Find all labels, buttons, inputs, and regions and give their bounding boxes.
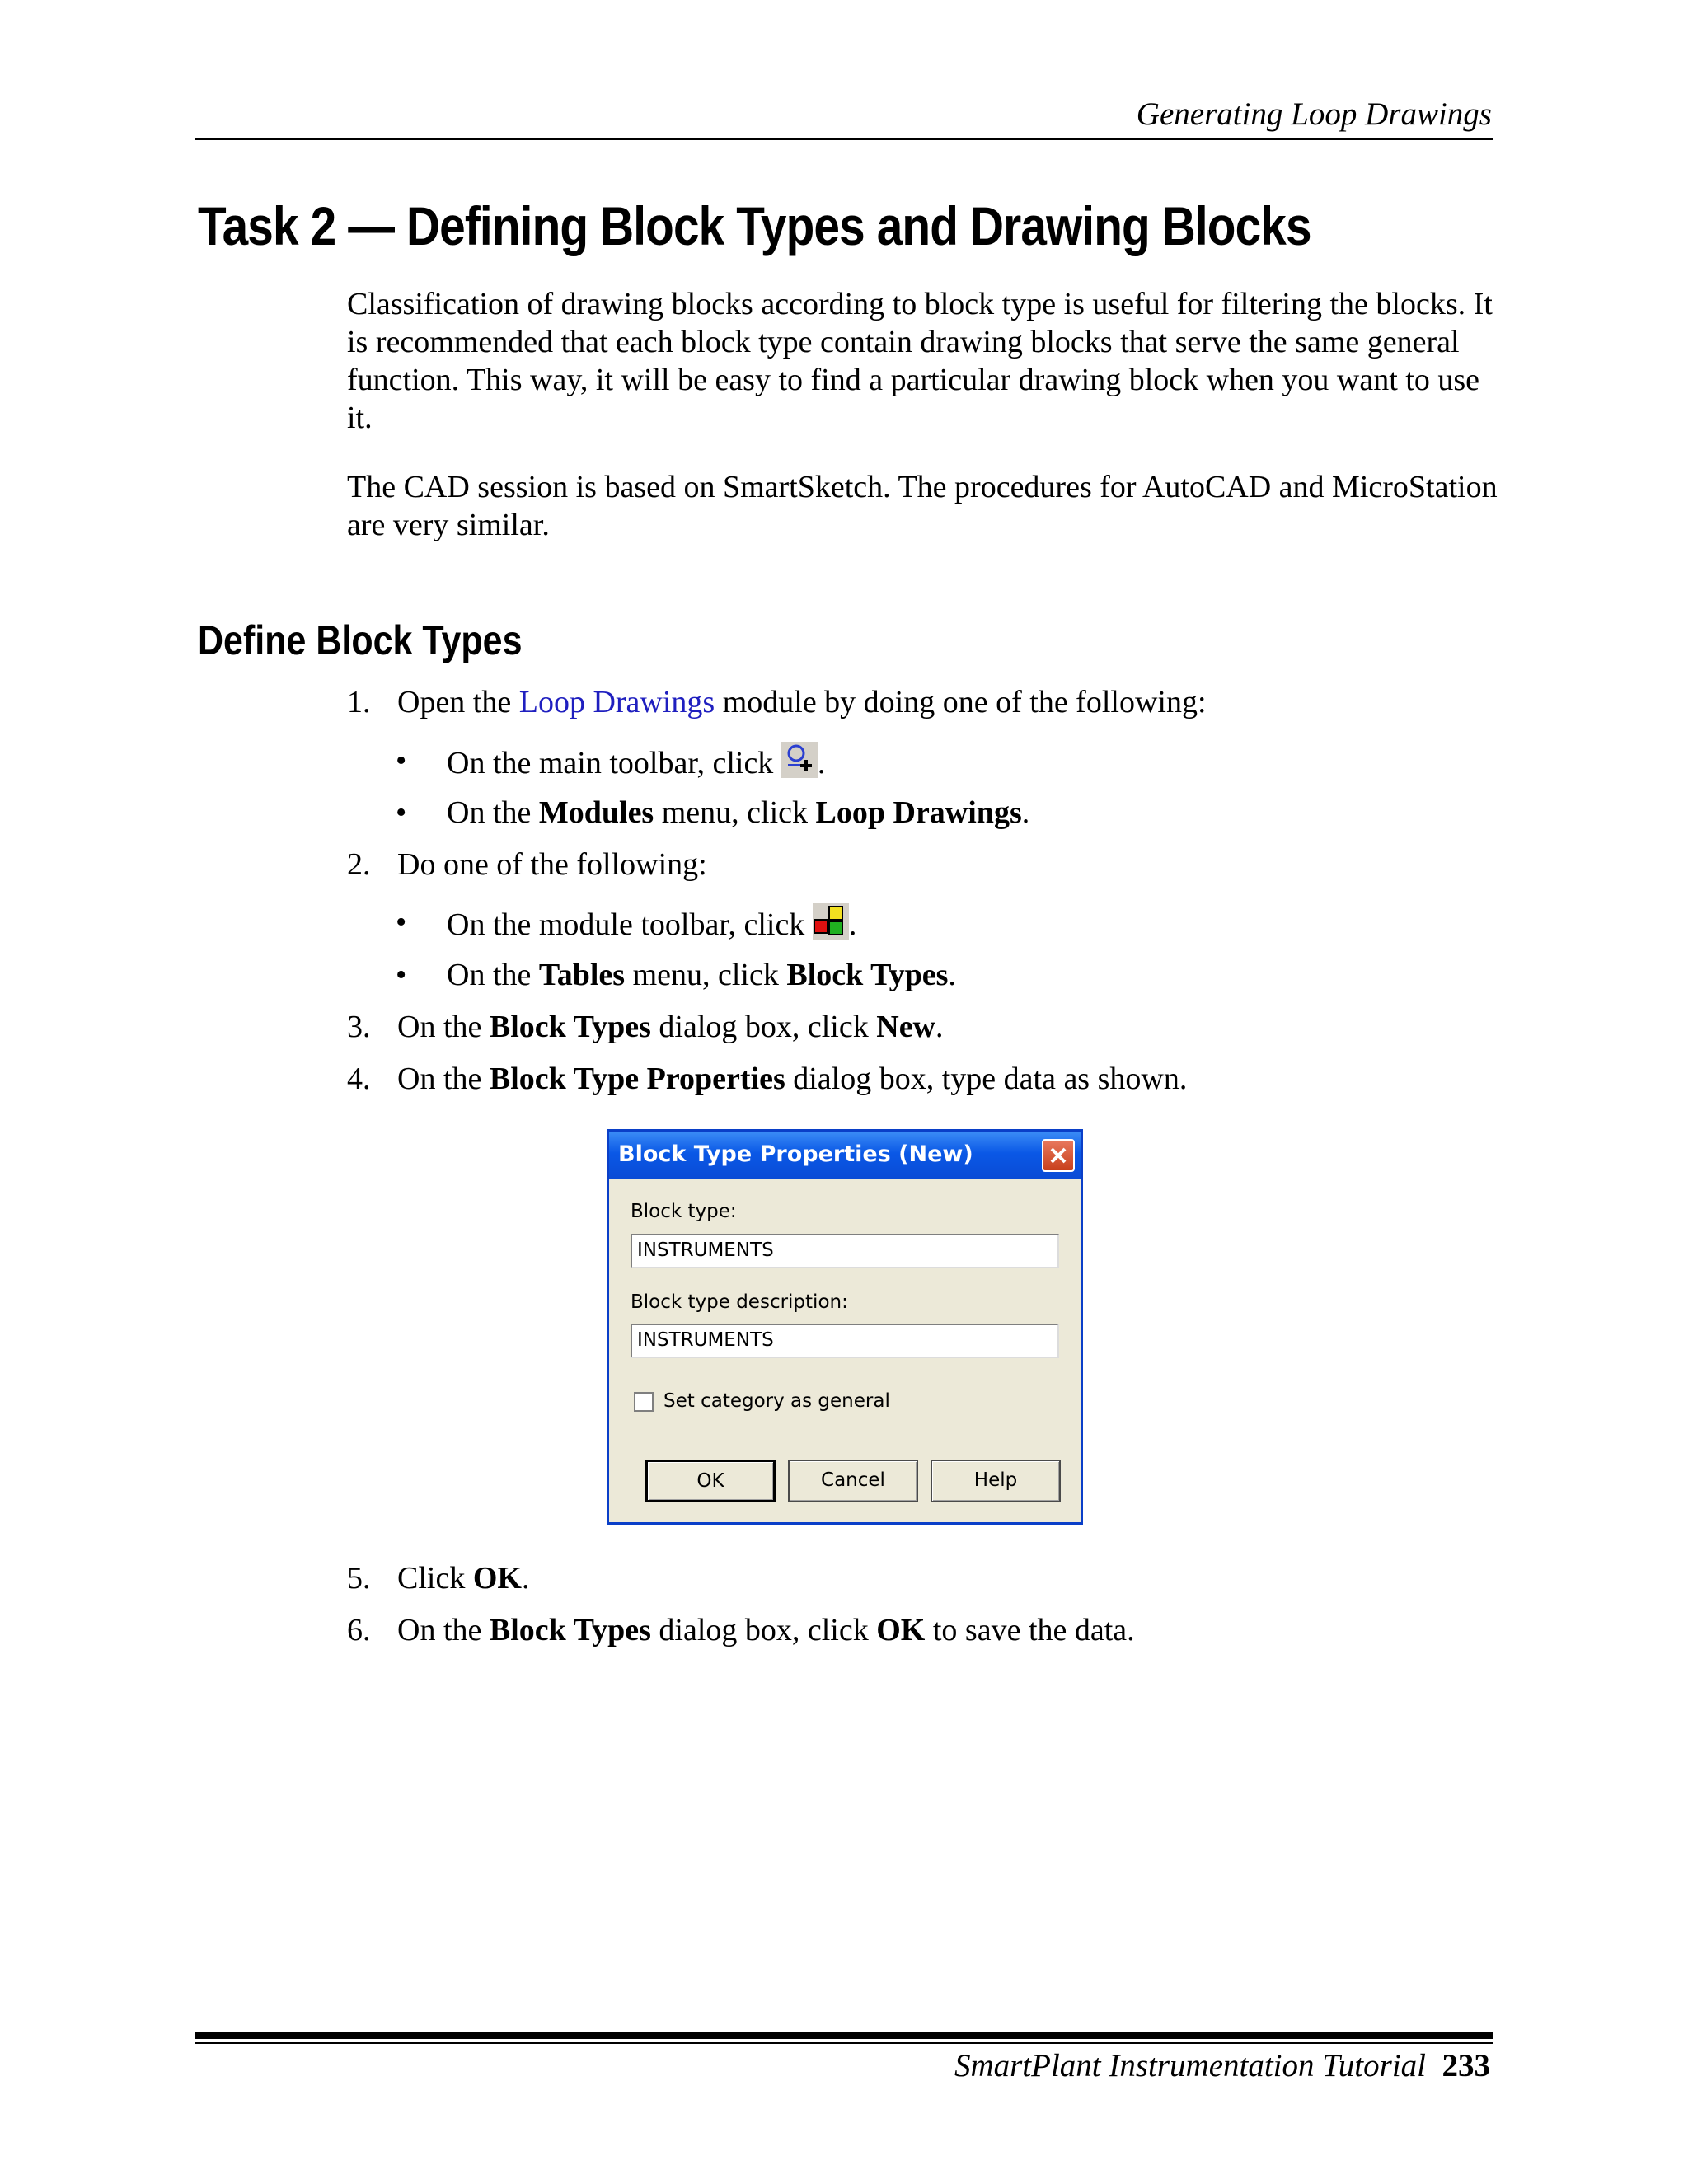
block-types-toolbar-icon [813, 903, 849, 940]
page-number: 233 [1442, 2048, 1490, 2083]
step-number: 5. [347, 1561, 371, 1596]
page-footer [954, 2047, 1490, 2084]
block-type-label: Block type: [631, 1201, 737, 1222]
footer-title: SmartPlant Instrumentation Tutorial [954, 2048, 1426, 2083]
page-title: Task 2 — Defining Block Types and Drawing Blocks [198, 195, 1311, 256]
intro-paragraph: Classification of drawing blocks according to block type is useful for filtering the blocks. It is recommended that each block type contain drawing blocks that serve the same general function. This way, it will be easy to find a particular drawing block when you want to use it. [347, 287, 1493, 435]
ok-button[interactable]: OK [645, 1460, 776, 1502]
step-number: 6. [347, 1613, 371, 1647]
section-heading: Define Block Types [198, 617, 523, 663]
dialog-title: Block Type Properties (New) [618, 1141, 973, 1167]
step-number: 3. [347, 1010, 371, 1044]
running-header: Generating Loop Drawings [1136, 96, 1492, 132]
option-text: On the Tables menu, click Block Types. [447, 958, 956, 992]
set-category-general-checkbox[interactable] [634, 1392, 654, 1412]
step-text: On the Block Types dialog box, click OK to save the data. [397, 1613, 1135, 1647]
dialog-titlebar [609, 1132, 1081, 1179]
step-text: Click OK. [397, 1561, 530, 1596]
step-text: On the Block Types dialog box, click New. [397, 1010, 944, 1044]
option-text: On the module toolbar, click . [447, 903, 856, 944]
close-icon [1043, 1141, 1073, 1170]
help-button[interactable]: Help [931, 1460, 1061, 1502]
footer-rule [195, 2032, 1493, 2039]
bullet: • [396, 905, 407, 940]
loop-drawings-link[interactable]: Loop Drawings [518, 685, 715, 719]
intro-paragraph: The CAD session is based on SmartSketch. The procedures for AutoCAD and MicroStation are very similar. [347, 470, 1498, 542]
block-type-description-input[interactable]: INSTRUMENTS [631, 1324, 1059, 1358]
step-number: 4. [347, 1062, 371, 1096]
step-number: 2. [347, 847, 371, 882]
cancel-button[interactable]: Cancel [788, 1460, 918, 1502]
block-type-properties-dialog [607, 1129, 1083, 1525]
option-text: On the Modules menu, click Loop Drawings. [447, 795, 1030, 830]
header-rule [195, 138, 1493, 140]
option-text: On the main toolbar, click . [447, 742, 825, 782]
bullet: • [396, 795, 407, 830]
block-type-description-label: Block type description: [631, 1291, 848, 1313]
footer-rule [195, 2042, 1493, 2044]
bullet: • [396, 958, 407, 992]
step-text: Open the Loop Drawings module by doing one of the following: [397, 685, 1207, 719]
close-button[interactable] [1042, 1139, 1075, 1172]
loop-drawings-toolbar-icon [781, 742, 818, 778]
step-text: Do one of the following: [397, 847, 707, 882]
step-number: 1. [347, 685, 371, 719]
set-category-general-label: Set category as general [663, 1390, 890, 1412]
bullet: • [396, 743, 407, 778]
block-type-input[interactable]: INSTRUMENTS [631, 1234, 1059, 1268]
step-text: On the Block Type Properties dialog box, type data as shown. [397, 1062, 1188, 1096]
